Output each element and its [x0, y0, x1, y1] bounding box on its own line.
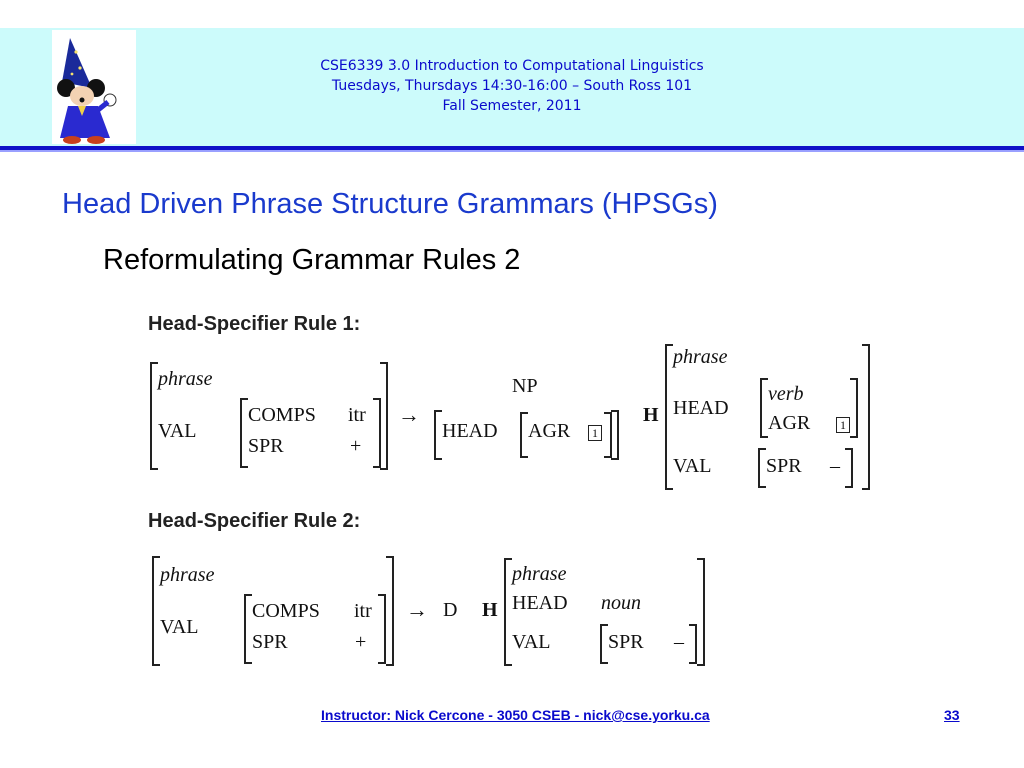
- rule2-lhs-type: phrase: [160, 564, 215, 586]
- rule1-comps: COMPS: [248, 404, 316, 426]
- rule1-lhs-open-bracket: [150, 362, 158, 470]
- rule1-spr: SPR: [248, 435, 284, 457]
- rule1-agr-tag-wrap: [588, 422, 602, 442]
- rule1-rhs-head: HEAD: [673, 397, 729, 419]
- rule1-lhs-type: phrase: [158, 368, 213, 390]
- rule1-head-type: verb: [768, 383, 804, 405]
- rule1-comps-value: itr: [348, 404, 366, 426]
- page-number[interactable]: 33: [944, 707, 960, 723]
- rule1-rhs-spr-value: –: [830, 455, 840, 477]
- rule1-rhs-val: VAL: [673, 455, 712, 477]
- rule2-lhs-close-bracket: [386, 556, 394, 666]
- rule2-head-daughter: H: [482, 599, 498, 621]
- header-divider-shadow: [0, 150, 1024, 152]
- rule1-np-close-bracket: [611, 410, 619, 460]
- rule1-rhs-open-bracket: [665, 344, 673, 490]
- rule1-np-head: HEAD: [442, 420, 498, 442]
- rule1-spr-close-bracket: [845, 448, 853, 488]
- rule1-rhs-agr-tag: 1: [836, 417, 850, 433]
- rule2-lhs-open-bracket: [152, 556, 160, 666]
- rule1-val-open-bracket: [240, 398, 248, 468]
- rule1-head-daughter: H: [643, 404, 659, 426]
- rule2-rhs-type: phrase: [512, 563, 567, 585]
- rule2-rhs-open-bracket: [504, 558, 512, 666]
- course-title: CSE6339 3.0 Introduction to Computational Linguistics: [320, 58, 704, 74]
- rule1-rhs-close-bracket: [862, 344, 870, 490]
- rule2-comps-value: itr: [354, 600, 372, 622]
- rule1-rhs-spr: SPR: [766, 455, 802, 477]
- course-schedule: Tuesdays, Thursdays 14:30-16:00 – South Ross 101: [331, 78, 693, 94]
- rule2-rhs-head-value: noun: [601, 592, 641, 614]
- rule2-lhs-val: VAL: [160, 616, 199, 638]
- rule1-label: Head-Specifier Rule 1:: [148, 313, 361, 335]
- rule2-spr: SPR: [252, 631, 288, 653]
- rule1-spr-value: +: [350, 435, 362, 457]
- rule1-arrow: →: [398, 402, 420, 427]
- wizard-mouse-logo-icon: [52, 30, 136, 144]
- rule1-lhs-val: VAL: [158, 420, 197, 442]
- slide-subtitle: Reformulating Grammar Rules 2: [103, 244, 521, 276]
- rule1-head-open-bracket: [760, 378, 768, 438]
- rule1-np: NP: [512, 375, 538, 397]
- rule2-rhs-head: HEAD: [512, 592, 568, 614]
- rule1-np-agr: AGR: [528, 420, 571, 442]
- rule1-lhs-close-bracket: [380, 362, 388, 470]
- rule1-rhs-agr: AGR: [768, 412, 811, 434]
- rule2-rhs-val: VAL: [512, 631, 551, 653]
- rule2-determiner: D: [443, 599, 458, 621]
- rule2-spr-close-bracket: [689, 624, 697, 664]
- rule2-arrow: →: [406, 597, 428, 622]
- rule2-spr-value: +: [355, 631, 367, 653]
- rule1-spr-open-bracket: [758, 448, 766, 488]
- rule2-rhs-close-bracket: [697, 558, 705, 666]
- rule2-spr-open-bracket: [600, 624, 608, 664]
- rule2-val-close-bracket: [378, 594, 386, 664]
- slide-title: Head Driven Phrase Structure Grammars (HPSGs): [62, 188, 718, 220]
- rule2-val-open-bracket: [244, 594, 252, 664]
- course-info: [140, 56, 884, 116]
- rule2-rhs-spr: SPR: [608, 631, 644, 653]
- rule2-label: Head-Specifier Rule 2:: [148, 510, 361, 532]
- course-semester: Fall Semester, 2011: [442, 98, 582, 114]
- rule1-head-close-bracket: [850, 378, 858, 438]
- instructor-link[interactable]: Instructor: Nick Cercone - 3050 CSEB - nick@cse.yorku.ca: [321, 707, 710, 723]
- rule1-rhs-tag-wrap: [836, 414, 850, 434]
- rule2-rhs-spr-value: –: [674, 631, 684, 653]
- rule1-agr-open-bracket: [520, 412, 528, 458]
- rule1-np-open-bracket: [434, 410, 442, 460]
- rule2-comps: COMPS: [252, 600, 320, 622]
- rule1-agr-tag: 1: [588, 425, 602, 441]
- rule1-rhs-type: phrase: [673, 346, 728, 368]
